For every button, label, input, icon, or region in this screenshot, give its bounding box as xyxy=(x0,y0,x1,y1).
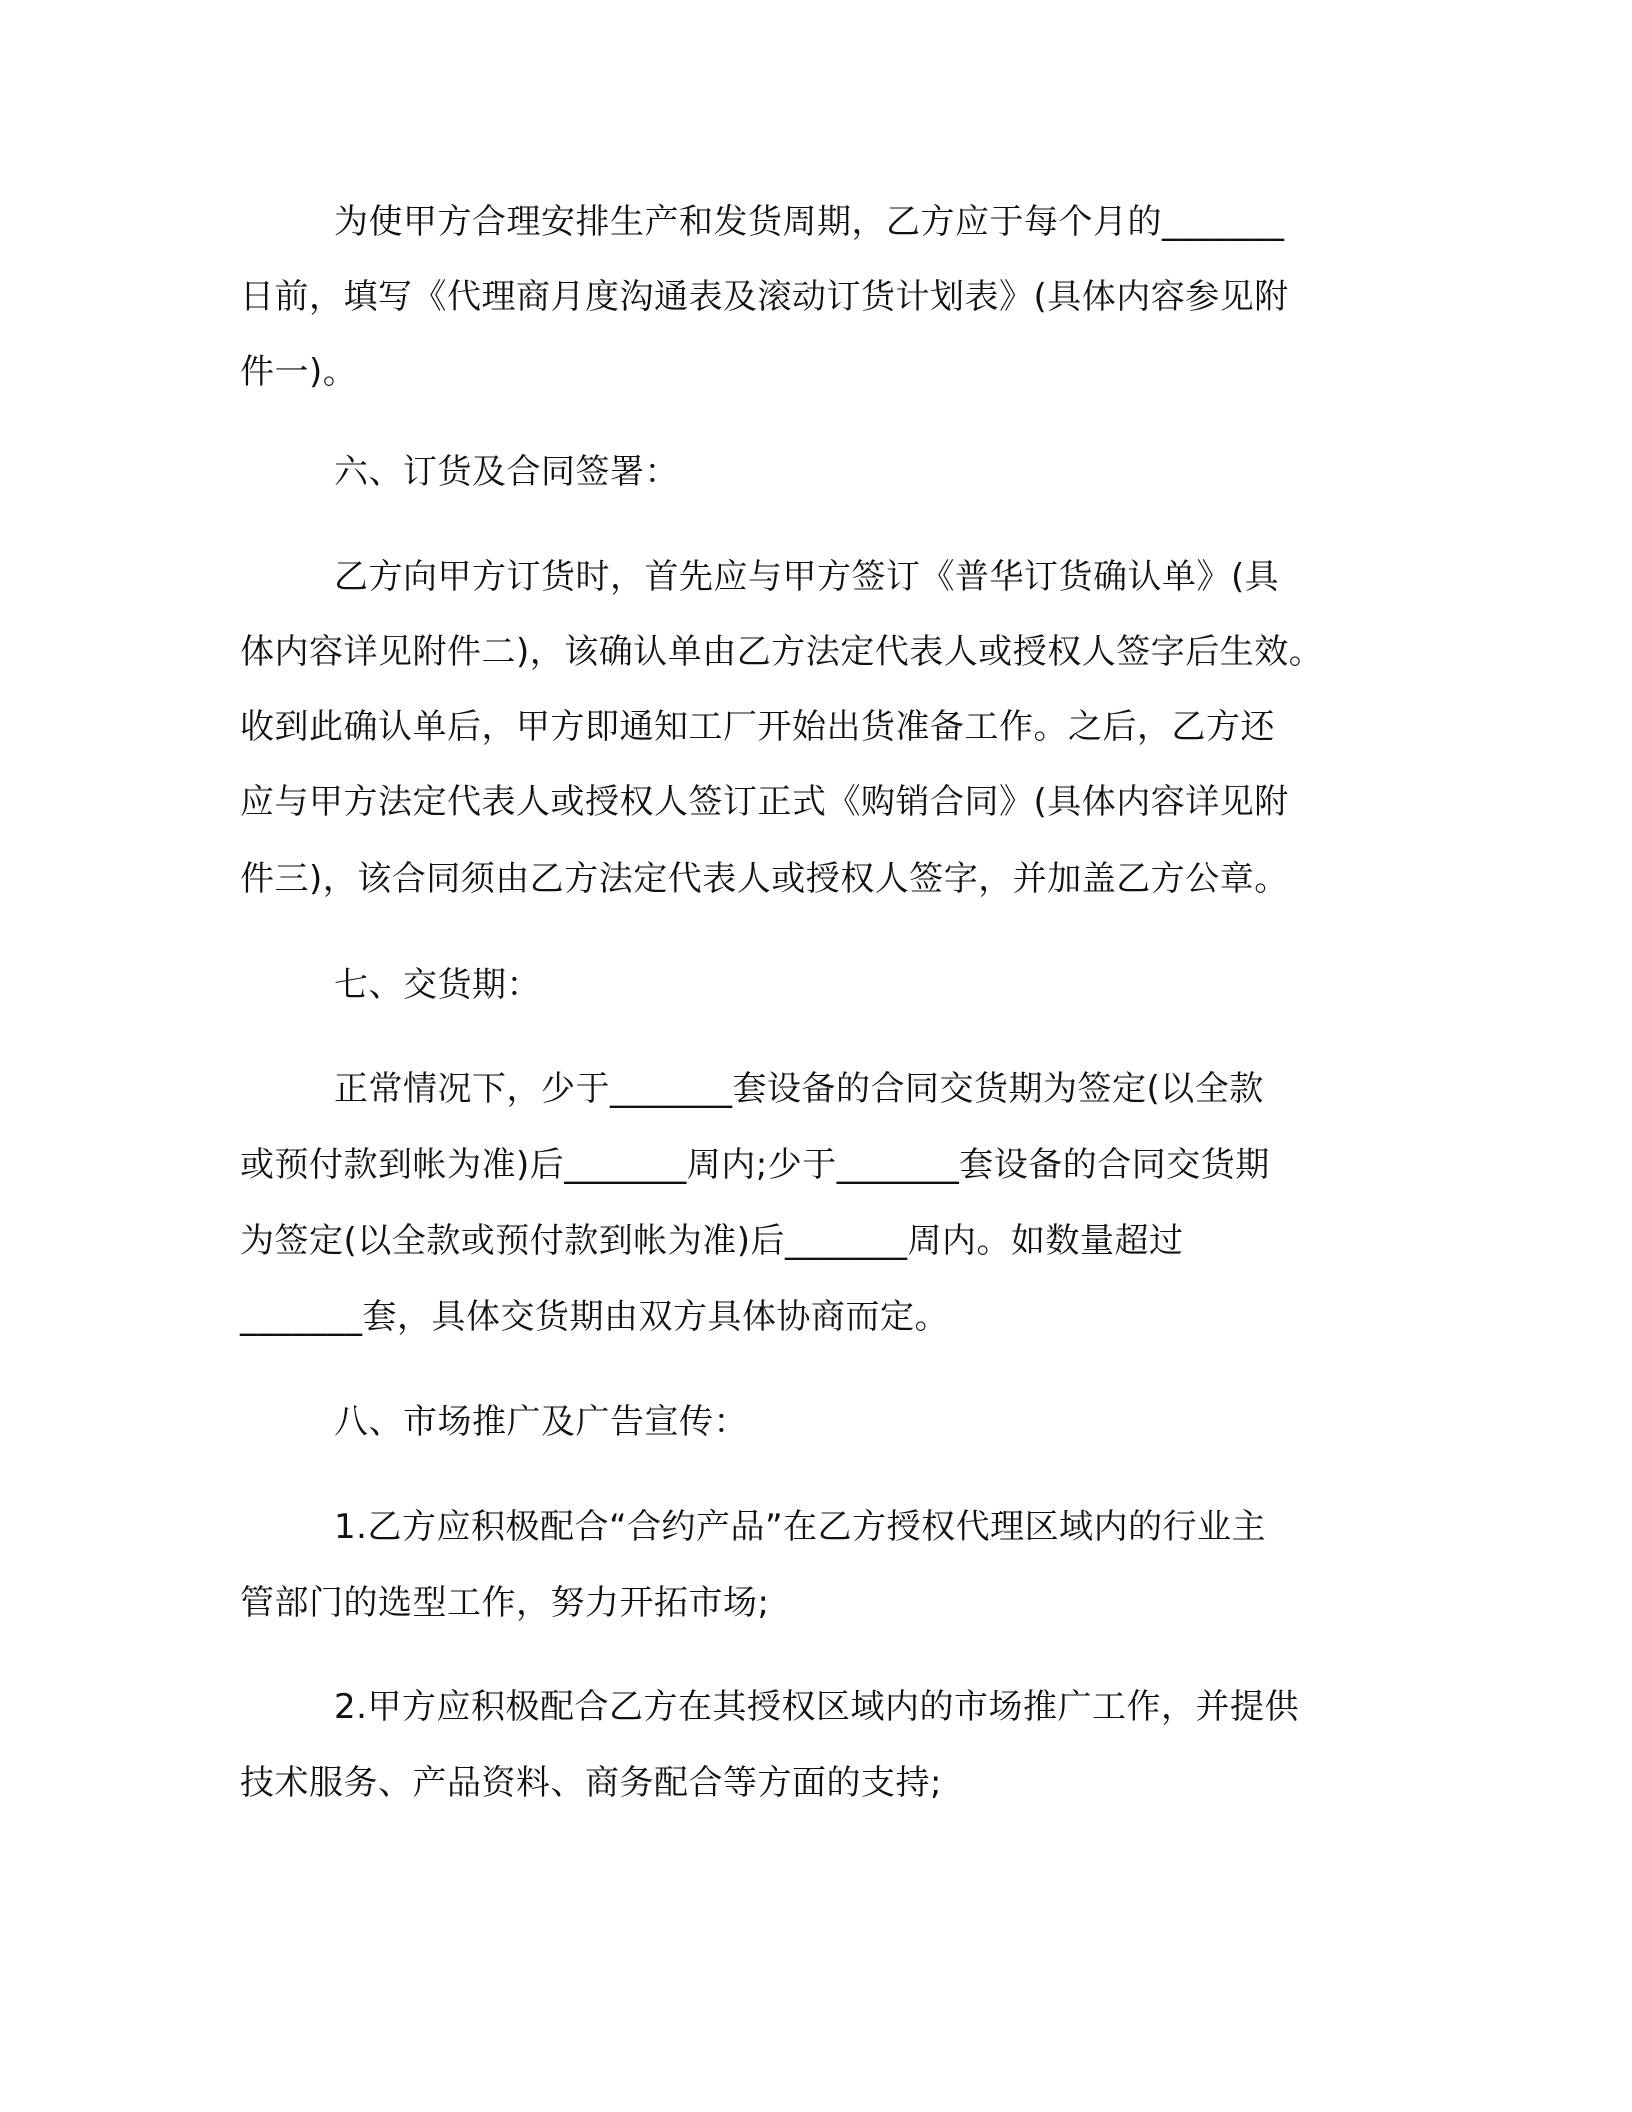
paragraph-line: 体内容详见附件二)，该确认单由乙方法定代表人或授权人签字后生效。 xyxy=(240,632,1324,672)
paragraph-line: 管部门的选型工作，努力开拓市场; xyxy=(240,1583,770,1623)
section-heading: 七、交货期： xyxy=(334,965,541,1005)
paragraph-line: 应与甲方法定代表人或授权人签订正式《购销合同》(具体内容详见附 xyxy=(240,782,1289,822)
paragraph-line: 件三)，该合同须由乙方法定代表人或授权人签字，并加盖乙方公章。 xyxy=(240,859,1289,899)
paragraph-line: 技术服务、产品资料、商务配合等方面的支持; xyxy=(240,1763,942,1803)
paragraph-line: 收到此确认单后，甲方即通知工厂开始出货准备工作。之后，乙方还 xyxy=(240,707,1275,747)
paragraph-line: 为使甲方合理安排生产和发货周期，乙方应于每个月的_______ xyxy=(334,202,1285,242)
paragraph-line: 2.甲方应积极配合乙方在其授权区域内的市场推广工作，并提供 xyxy=(334,1687,1299,1727)
paragraph-line: _______套，具体交货期由双方具体协商而定。 xyxy=(240,1297,949,1337)
paragraph-line: 日前，填写《代理商月度沟通表及滚动订货计划表》(具体内容参见附 xyxy=(240,277,1289,317)
paragraph-line: 正常情况下，少于_______套设备的合同交货期为签定(以全款 xyxy=(334,1069,1264,1109)
paragraph-line: 为签定(以全款或预付款到帐为准)后_______周内。如数量超过 xyxy=(240,1221,1184,1261)
paragraph-line: 1.乙方应积极配合“合约产品”在乙方授权代理区域内的行业主 xyxy=(334,1507,1267,1547)
section-heading: 八、市场推广及广告宣传： xyxy=(334,1402,748,1442)
paragraph-line: 乙方向甲方订货时，首先应与甲方签订《普华订货确认单》(具 xyxy=(334,557,1280,597)
section-heading: 六、订货及合同签署： xyxy=(334,452,679,492)
paragraph-line: 或预付款到帐为准)后_______周内;少于_______套设备的合同交货期 xyxy=(240,1145,1270,1185)
paragraph-line: 件一)。 xyxy=(240,352,358,392)
